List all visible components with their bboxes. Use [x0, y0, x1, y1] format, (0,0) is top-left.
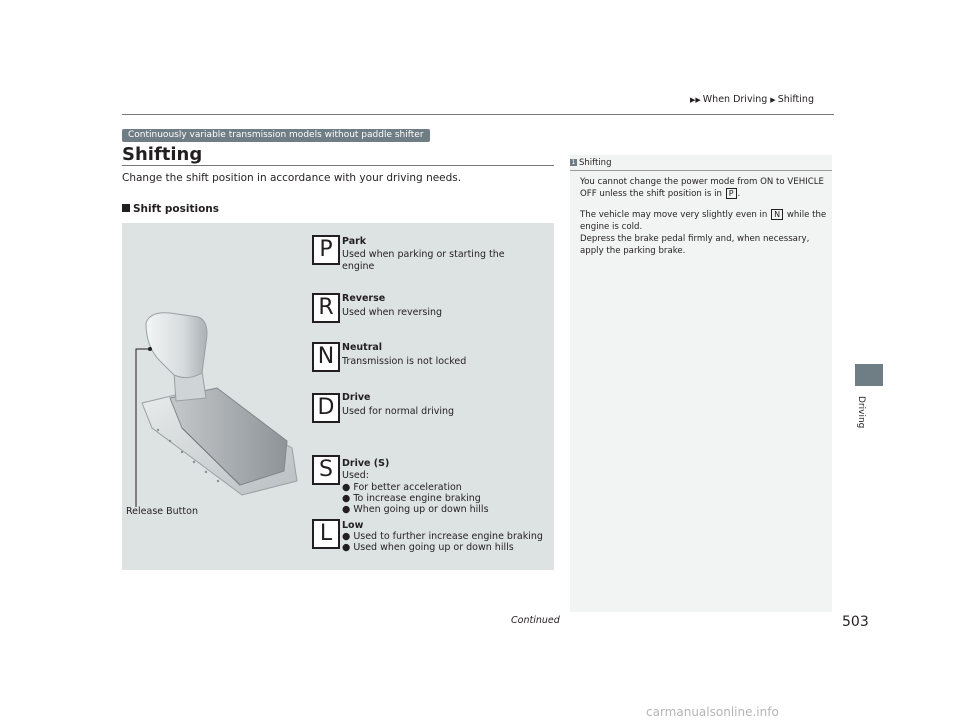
watermark: carmanualsonline.info [646, 705, 779, 719]
breadcrumb-item-shifting[interactable]: Shifting [777, 94, 814, 105]
key-p-icon: P [726, 188, 737, 199]
gear-n-desc: Transmission is not locked [342, 356, 467, 367]
title-rule [122, 165, 554, 166]
release-button-label: Release Button [126, 506, 198, 517]
gear-d-icon: D [312, 393, 340, 423]
gear-r-name: Reverse [342, 293, 386, 304]
list-item: ● When going up or down hills [342, 504, 489, 515]
header-rule [122, 114, 834, 115]
gear-r-icon: R [312, 293, 340, 323]
gear-s-icon: S [312, 455, 340, 485]
note-heading-text: Shifting [579, 158, 612, 168]
gear-n-icon: N [312, 342, 340, 372]
note-paragraph: Depress the brake pedal firmly and, when necessary, apply the parking brake. [580, 234, 810, 256]
note-heading [570, 158, 611, 168]
shift-positions-figure [122, 223, 554, 570]
arrow-icon: ▶ [770, 96, 776, 104]
note-rule [570, 170, 832, 171]
double-arrow-icon: ▶▶ [690, 96, 701, 104]
model-badge: Continuously variable transmission models without paddle shifter [122, 129, 430, 142]
chapter-tab[interactable] [855, 364, 883, 386]
gear-l-icon: L [312, 519, 340, 549]
gear-d-desc: Used for normal driving [342, 406, 455, 417]
gear-n-name: Neutral [342, 342, 383, 353]
list-item: ● For better acceleration [342, 482, 462, 493]
list-item: ● Used when going up or down hills [342, 542, 514, 553]
gear-s-desc: Used: [342, 470, 369, 481]
gear-p-desc: Used when parking or starting the engine [342, 249, 505, 272]
gear-l-name: Low [342, 520, 364, 531]
page-title: Shifting [122, 144, 203, 165]
breadcrumb-item-when-driving[interactable]: When Driving [702, 94, 768, 105]
subheading-text: Shift positions [133, 203, 220, 215]
list-item: ● Used to further increase engine braking [342, 531, 543, 542]
square-bullet-icon [122, 204, 130, 212]
list-item: ● To increase engine braking [342, 493, 481, 504]
note-paragraph: The vehicle may move very slightly even in N while the engine is cold. [580, 210, 827, 232]
note-icon: 1 [571, 159, 576, 166]
intro-text: Change the shift position in accordance with your driving needs. [122, 172, 462, 184]
note-body [580, 176, 830, 266]
key-n-icon: N [771, 209, 783, 220]
note-paragraph: You cannot change the power mode from ON to VEHICLE OFF unless the shift position is in P . [580, 177, 824, 199]
gear-d-name: Drive [342, 392, 371, 403]
gear-r-desc: Used when reversing [342, 307, 443, 318]
subheading [122, 203, 219, 215]
continued-label: Continued [511, 615, 560, 626]
breadcrumb [690, 94, 814, 105]
chapter-tab-label: Driving [856, 396, 866, 429]
gear-p-name: Park [342, 236, 367, 247]
page-number: 503 [842, 614, 869, 630]
gear-p-icon: P [312, 235, 340, 265]
gear-s-name: Drive (S) [342, 458, 390, 469]
